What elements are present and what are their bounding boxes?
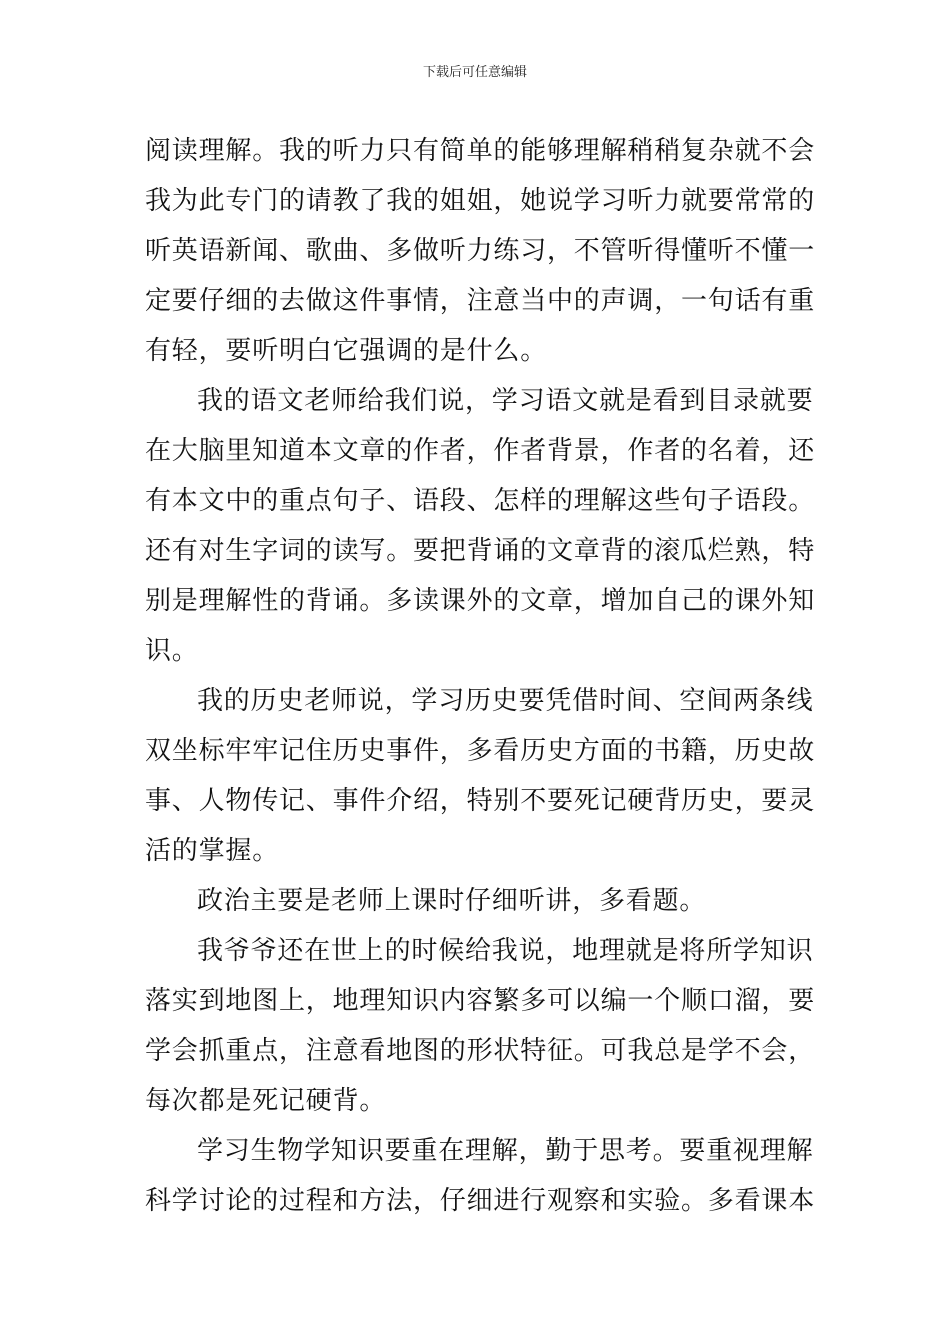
text-line-indented: 我的历史老师说，学习历史要凭借时间、空间两条线 [197,686,814,716]
paragraph [145,1126,816,1226]
text-line: 每次都是死记硬背。 [145,1086,387,1116]
text-line: 活的掌握。 [145,836,280,866]
paragraph [145,676,816,876]
document-body [145,126,816,1226]
text-line: 双坐标牢牢记住历史事件，多看历史方面的书籍，历史故 [145,736,816,766]
text-line-indented: 我的语文老师给我们说，学习语文就是看到目录就要 [197,386,814,416]
text-line: 科学讨论的过程和方法，仔细进行观察和实验。多看课本 [145,1186,816,1216]
paragraph [145,376,816,676]
text-line-indented: 我爷爷还在世上的时候给我说，地理就是将所学知识 [197,936,814,966]
text-line: 我为此专门的请教了我的姐姐，她说学习听力就要常常的 [145,186,816,216]
text-line: 有本文中的重点句子、语段、怎样的理解这些句子语段。 [145,486,816,516]
paragraph [145,926,816,1126]
page-header: 下载后可任意编辑 [422,65,527,80]
text-line: 别是理解性的背诵。多读课外的文章，增加自己的课外知 [145,586,816,616]
paragraph [145,126,816,376]
text-line-indented: 学习生物学知识要重在理解，勤于思考。要重视理解 [197,1136,814,1166]
text-line-indented: 政治主要是老师上课时仔细听讲，多看题。 [197,886,707,916]
text-line: 还有对生字词的读写。要把背诵的文章背的滚瓜烂熟，特 [145,536,816,566]
text-line: 阅读理解。我的听力只有简单的能够理解稍稍复杂就不会 [145,136,816,166]
text-line: 有轻，要听明白它强调的是什么。 [145,336,548,366]
paragraph [145,876,807,926]
text-line: 听英语新闻、歌曲、多做听力练习，不管听得懂听不懂一 [145,236,816,266]
text-line: 学会抓重点，注意看地图的形状特征。可我总是学不会， [145,1036,816,1066]
text-line: 在大脑里知道本文章的作者，作者背景，作者的名着，还 [145,436,816,466]
text-line: 落实到地图上，地理知识内容繁多可以编一个顺口溜，要 [145,986,816,1016]
text-line: 识。 [145,636,199,666]
text-line: 事、人物传记、事件介绍，特别不要死记硬背历史，要灵 [145,786,816,816]
text-line: 定要仔细的去做这件事情，注意当中的声调，一句话有重 [145,286,816,316]
